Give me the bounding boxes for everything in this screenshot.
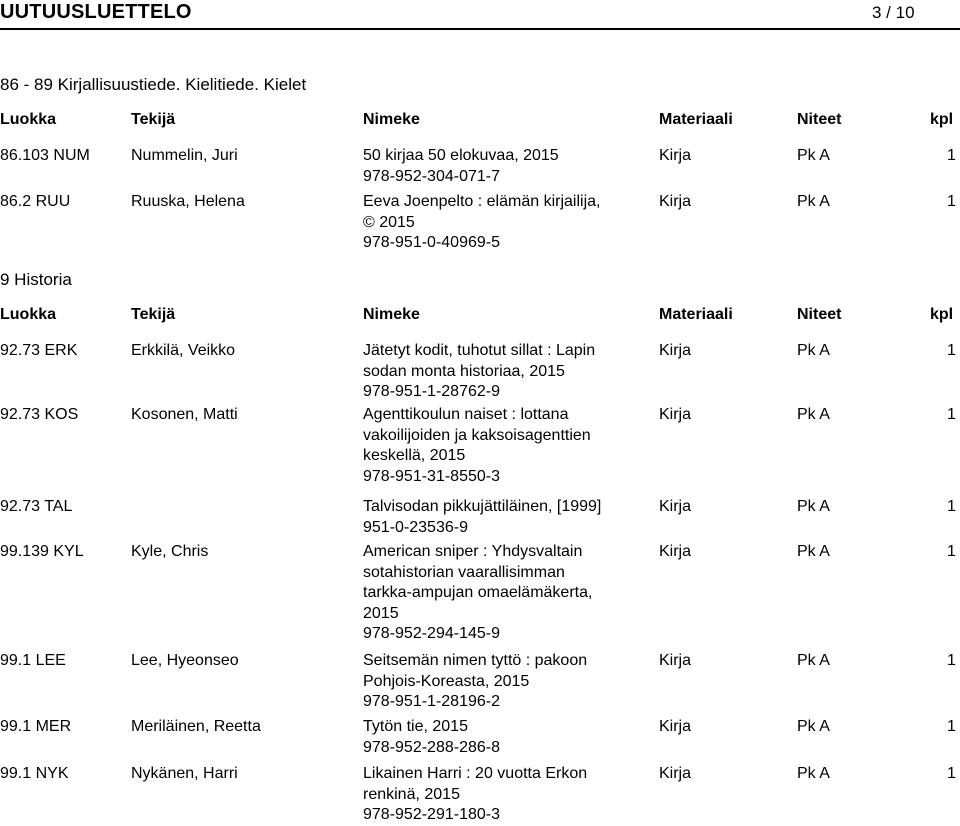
row-tekija: Lee, Hyeonseo	[131, 652, 239, 669]
row-tekija: Kosonen, Matti	[131, 406, 238, 423]
column-header-luokka: Luokka	[0, 306, 57, 323]
row-tekija: Meriläinen, Reetta	[131, 718, 261, 735]
column-header-kpl: kpl	[930, 306, 954, 323]
nimeke-line: Pohjois-Koreasta, 2015	[363, 672, 530, 690]
nimeke-line: 50 kirjaa 50 elokuvaa, 2015	[363, 147, 559, 164]
row-materiaali: Kirja	[659, 342, 692, 359]
row-kpl: 1	[947, 498, 956, 515]
row-niteet: Pk A	[797, 342, 830, 359]
row-luokka: 92.73 TAL	[0, 498, 73, 515]
column-header-nimeke: Nimeke	[363, 111, 420, 128]
row-tekija: Erkkilä, Veikko	[131, 342, 236, 359]
nimeke-line: Seitsemän nimen tyttö : pakoon	[363, 652, 588, 669]
row-luokka: 86.103 NUM	[0, 147, 90, 164]
row-luokka: 99.1 MER	[0, 718, 72, 735]
row-kpl: 1	[947, 765, 956, 782]
row-kpl: 1	[947, 406, 956, 423]
row-niteet: Pk A	[797, 498, 830, 515]
nimeke-line: Tytön tie, 2015	[363, 718, 468, 735]
row-luokka: 99.1 LEE	[0, 652, 66, 669]
nimeke-line: vakoilijoiden ja kaksoisagenttien	[363, 426, 591, 444]
row-niteet: Pk A	[797, 406, 830, 423]
row-materiaali: Kirja	[659, 765, 692, 782]
column-header-niteet: Niteet	[797, 306, 842, 323]
row-niteet: Pk A	[797, 718, 830, 735]
row-kpl: 1	[947, 652, 956, 669]
nimeke-isbn: 978-951-0-40969-5	[363, 234, 500, 251]
nimeke-line: Jätetyt kodit, tuhotut sillat : Lapin	[363, 342, 596, 359]
section-title: 9 Historia	[0, 270, 72, 289]
row-materiaali: Kirja	[659, 147, 692, 164]
row-kpl: 1	[947, 342, 956, 359]
row-tekija: Nykänen, Harri	[131, 765, 238, 782]
column-header-luokka: Luokka	[0, 111, 57, 128]
row-nimeke	[363, 651, 587, 713]
nimeke-isbn: 978-951-1-28762-9	[363, 383, 500, 400]
row-materiaali: Kirja	[659, 718, 692, 735]
row-luokka: 99.1 NYK	[0, 765, 69, 782]
row-materiaali: Kirja	[659, 193, 692, 210]
nimeke-line: Eeva Joenpelto : elämän kirjailija,	[363, 193, 601, 210]
row-materiaali: Kirja	[659, 498, 692, 515]
row-luokka: 86.2 RUU	[0, 193, 71, 210]
row-niteet: Pk A	[797, 652, 830, 669]
nimeke-isbn: 978-952-304-071-7	[363, 167, 500, 185]
column-header-tekija: Tekijä	[131, 111, 176, 128]
nimeke-isbn: 951-0-23536-9	[363, 518, 468, 536]
row-nimeke	[363, 717, 500, 758]
row-nimeke	[363, 542, 592, 645]
nimeke-isbn: 978-951-1-28196-2	[363, 693, 500, 710]
row-niteet: Pk A	[797, 543, 830, 560]
nimeke-line: tarkka-ampujan omaelämäkerta,	[363, 584, 593, 601]
nimeke-isbn: 978-952-294-145-9	[363, 625, 500, 642]
nimeke-isbn: 978-951-31-8550-3	[363, 467, 500, 485]
row-nimeke	[363, 497, 601, 538]
column-header-niteet: Niteet	[797, 111, 842, 128]
column-header-tekija: Tekijä	[131, 306, 176, 323]
nimeke-line: Likainen Harri : 20 vuotta Erkon	[363, 765, 588, 782]
row-nimeke	[363, 192, 600, 254]
nimeke-line: Agenttikoulun naiset : lottana	[363, 406, 569, 423]
row-niteet: Pk A	[797, 147, 830, 164]
row-kpl: 1	[947, 147, 956, 164]
row-luokka: 92.73 ERK	[0, 342, 78, 359]
row-kpl: 1	[947, 718, 956, 735]
row-nimeke	[363, 341, 595, 403]
row-niteet: Pk A	[797, 193, 830, 210]
nimeke-line: © 2015	[363, 213, 415, 231]
page-number: 3 / 10	[872, 3, 915, 22]
section-title: 86 - 89 Kirjallisuustiede. Kielitiede. Kielet	[0, 75, 307, 94]
row-kpl: 1	[947, 193, 956, 210]
row-niteet: Pk A	[797, 765, 830, 782]
row-materiaali: Kirja	[659, 652, 692, 669]
nimeke-line: renkinä, 2015	[363, 785, 460, 803]
nimeke-isbn: 978-952-288-286-8	[363, 738, 500, 756]
row-tekija: Nummelin, Juri	[131, 147, 238, 164]
header-divider	[0, 28, 960, 30]
column-header-nimeke: Nimeke	[363, 306, 420, 323]
row-materiaali: Kirja	[659, 543, 692, 560]
row-materiaali: Kirja	[659, 406, 692, 423]
nimeke-line: keskellä, 2015	[363, 447, 466, 464]
row-nimeke	[363, 405, 591, 487]
nimeke-line: 2015	[363, 604, 399, 622]
row-nimeke	[363, 764, 587, 826]
row-luokka: 92.73 KOS	[0, 406, 79, 423]
row-kpl: 1	[947, 543, 956, 560]
nimeke-line: Talvisodan pikkujättiläinen, [1999]	[363, 498, 602, 515]
nimeke-isbn: 978-952-291-180-3	[363, 806, 500, 823]
row-tekija: Kyle, Chris	[131, 543, 209, 560]
nimeke-line: American sniper : Yhdysvaltain	[363, 543, 583, 560]
column-header-kpl: kpl	[930, 111, 954, 128]
nimeke-line: sodan monta historiaa, 2015	[363, 362, 565, 380]
row-luokka: 99.139 KYL	[0, 543, 84, 560]
column-header-materiaali: Materiaali	[659, 111, 733, 128]
nimeke-line: sotahistorian vaarallisimman	[363, 563, 565, 581]
page-title: UUTUUSLUETTELO	[0, 1, 192, 23]
row-nimeke	[363, 146, 559, 187]
row-tekija: Ruuska, Helena	[131, 193, 245, 210]
column-header-materiaali: Materiaali	[659, 306, 733, 323]
